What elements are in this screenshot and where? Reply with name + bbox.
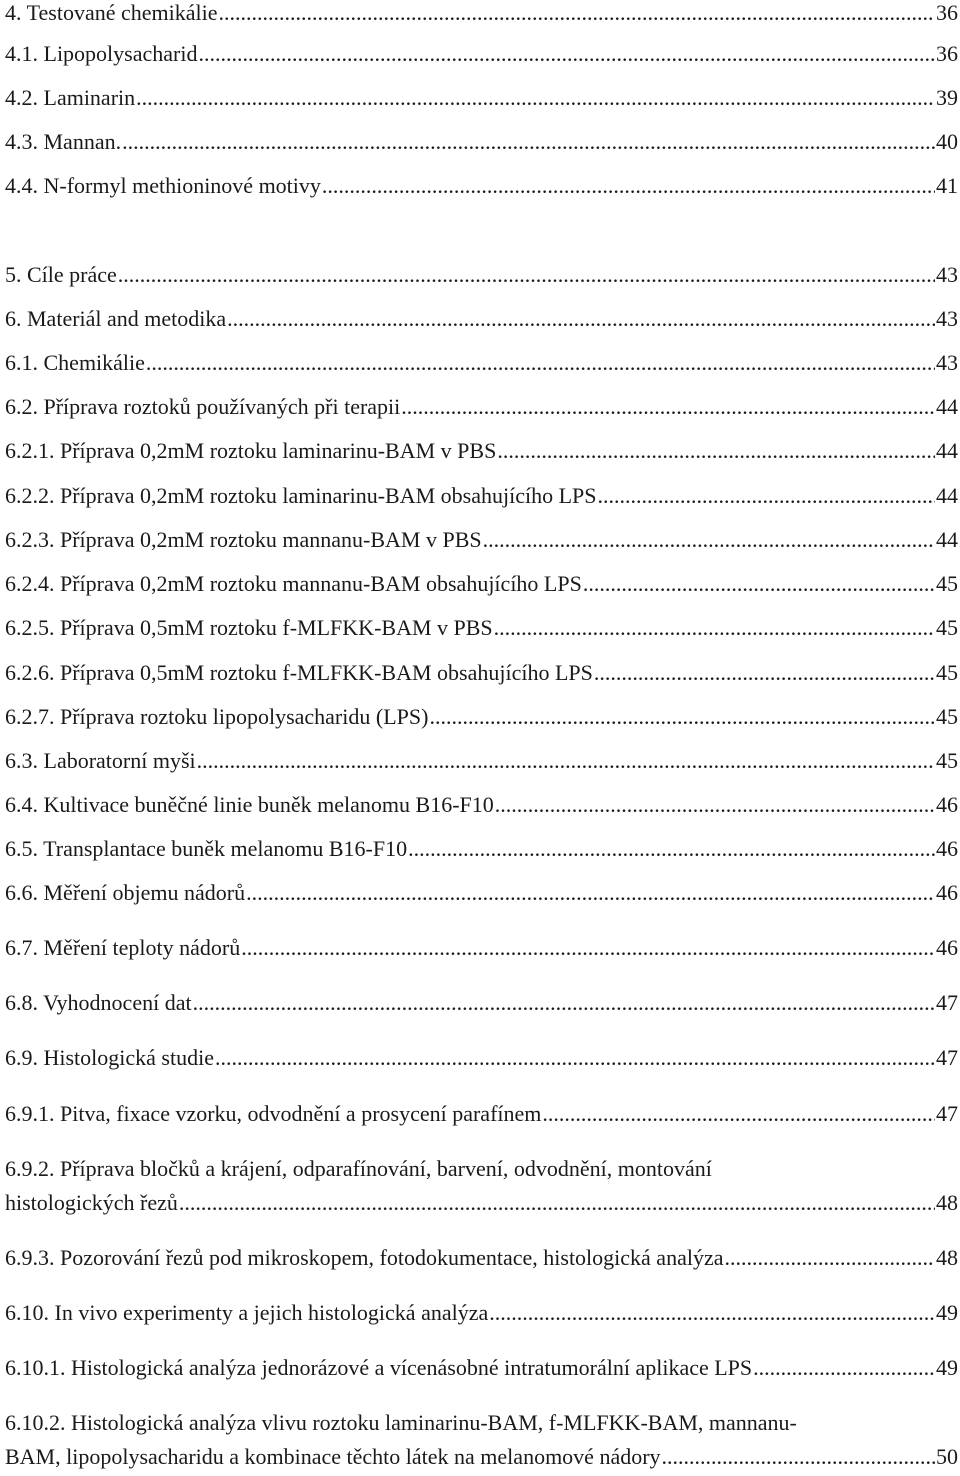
toc-entry-title: 6. Materiál and metodika [5, 306, 227, 331]
toc-entry-6-2-6[interactable] [5, 656, 958, 690]
toc-dot-leader [583, 567, 935, 601]
toc-entry-page: 36 [936, 0, 958, 25]
toc-entry-6[interactable] [5, 302, 958, 336]
toc-entry-page: 50 [936, 1444, 958, 1469]
toc-entry-page: 46 [936, 935, 958, 960]
toc-entry-title: 6.10. In vivo experimenty a jejich histologická analýza [5, 1300, 489, 1325]
toc-dot-leader [489, 1296, 935, 1330]
toc-entry-6-3[interactable] [5, 744, 958, 778]
toc-entry-6-10[interactable] [5, 1296, 958, 1330]
toc-entry-page: 45 [936, 615, 958, 640]
toc-dot-leader [598, 479, 936, 513]
toc-entry-title: 6.4. Kultivace buněčné linie buněk melanomu B16-F10 [5, 792, 494, 817]
toc-entry-page: 44 [936, 438, 958, 463]
toc-entry-6-5[interactable] [5, 832, 958, 866]
toc-entry-page: 45 [936, 748, 958, 773]
toc-entry-page: 49 [936, 1300, 958, 1325]
toc-entry-page: 47 [936, 990, 958, 1015]
toc-entry-title: 6.10.1. Histologická analýza jednorázové a vícenásobné intratumorální aplikace LPS [5, 1355, 753, 1380]
toc-entry-title: 6.2.7. Příprava roztoku lipopolysacharidu (LPS) [5, 704, 429, 729]
toc-entry-title: 4.1. Lipopolysacharid [5, 41, 198, 66]
toc-entry-page: 47 [936, 1101, 958, 1126]
toc-entry-title: 6.9. Histologická studie [5, 1045, 214, 1070]
toc-entry-title: 4.4. N-formyl methioninové motivy [5, 173, 321, 198]
toc-entry-4-3[interactable] [5, 125, 958, 159]
toc-entry-6-2-3[interactable] [5, 523, 958, 557]
toc-dot-leader [483, 523, 935, 557]
toc-entry-6-2-7[interactable] [5, 700, 958, 734]
toc-dot-leader [136, 81, 935, 115]
toc-dot-leader [497, 434, 935, 468]
toc-dot-leader [198, 37, 935, 71]
toc-entry-page: 43 [936, 262, 958, 287]
toc-entry-6-6[interactable] [5, 876, 958, 910]
toc-entry-6-8[interactable] [5, 986, 958, 1020]
toc-dot-leader [662, 1440, 935, 1474]
toc-dot-leader [429, 700, 935, 734]
toc-dot-leader [246, 876, 935, 910]
toc-entry-6-10-2-line1[interactable]: 6.10.2. Histologická analýza vlivu roztoku laminarinu-BAM, f-MLFKK-BAM, mannanu- [5, 1410, 797, 1435]
toc-entry-title: 6.6. Měření objemu nádorů [5, 880, 246, 905]
toc-dot-leader [179, 1186, 935, 1220]
toc-entry-page: 48 [936, 1245, 958, 1270]
toc-entry-page: 46 [936, 792, 958, 817]
toc-dot-leader [193, 986, 935, 1020]
toc-entry-6-2[interactable] [5, 390, 958, 424]
toc-entry-page: 44 [936, 394, 958, 419]
toc-entry-title: 6.1. Chemikálie [5, 350, 145, 375]
toc-entry-page: 43 [936, 306, 958, 331]
toc-entry-title: 6.3. Laboratorní myši [5, 748, 196, 773]
toc-entry-page: 48 [936, 1190, 958, 1215]
toc-entry-4-1[interactable] [5, 37, 958, 71]
toc-dot-leader [146, 346, 935, 380]
toc-dot-leader [218, 0, 935, 30]
toc-entry-page: 36 [936, 41, 958, 66]
toc-entry-title: 4.3. Mannan. [5, 129, 122, 154]
toc-entry-6-2-5[interactable] [5, 611, 958, 645]
toc-entry-page: 39 [936, 85, 958, 110]
toc-dot-leader [542, 1097, 935, 1131]
toc-entry-6-9-1[interactable] [5, 1097, 958, 1131]
toc-entry-title: 6.2.3. Příprava 0,2mM roztoku mannanu-BAM v PBS [5, 527, 482, 552]
toc-entry-title: 6.7. Měření teploty nádorů [5, 935, 241, 960]
toc-entry-4-2[interactable] [5, 81, 958, 115]
toc-entry-title: 6.2.6. Příprava 0,5mM roztoku f-MLFKK-BAM obsahujícího LPS [5, 660, 593, 685]
toc-entry-6-9-2[interactable] [5, 1186, 958, 1220]
toc-entry-title: 6.2.5. Příprava 0,5mM roztoku f-MLFKK-BAM v PBS [5, 615, 493, 640]
toc-entry-title: 4.2. Laminarin [5, 85, 136, 110]
toc-dot-leader [401, 390, 935, 424]
toc-entry-title: 6.2.4. Příprava 0,2mM roztoku mannanu-BAM obsahujícího LPS [5, 571, 582, 596]
toc-entry-title: histologických řezů [5, 1190, 178, 1215]
toc-entry-6-9[interactable] [5, 1041, 958, 1075]
toc-entry-page: 45 [936, 571, 958, 596]
toc-entry-page: 41 [936, 173, 958, 198]
toc-entry-page: 44 [936, 527, 958, 552]
toc-entry-6-1[interactable] [5, 346, 958, 380]
toc-entry-page: 40 [936, 129, 958, 154]
toc-entry-6-9-2-line1[interactable]: 6.9.2. Příprava bločků a krájení, odparafínování, barvení, odvodnění, montování [5, 1156, 712, 1181]
toc-dot-leader [724, 1241, 935, 1275]
toc-entry-6-9-3[interactable] [5, 1241, 958, 1275]
toc-entry-6-2-1[interactable] [5, 434, 958, 468]
toc-entry-title: 6.9.1. Pitva, fixace vzorku, odvodnění a prosycení parafínem [5, 1101, 542, 1126]
toc-entry-page: 43 [936, 350, 958, 375]
toc-entry-title: 5. Cíle práce [5, 262, 117, 287]
toc-entry-title: 6.2.1. Příprava 0,2mM roztoku laminarinu-BAM v PBS [5, 438, 497, 463]
toc-entry-6-10-1[interactable] [5, 1351, 958, 1385]
toc-dot-leader [118, 258, 935, 292]
toc-dot-leader [215, 1041, 935, 1075]
toc-entry-title: 4. Testované chemikálie [5, 0, 218, 25]
toc-entry-6-10-2[interactable] [5, 1440, 958, 1474]
toc-entry-5[interactable] [5, 258, 958, 292]
toc-entry-6-2-4[interactable] [5, 567, 958, 601]
toc-dot-leader [495, 788, 935, 822]
toc-entry-title: 6.5. Transplantace buněk melanomu B16-F10 [5, 836, 408, 861]
toc-entry-title: 6.9.3. Pozorování řezů pod mikroskopem, fotodokumentace, histologická analýza [5, 1245, 724, 1270]
toc-entry-6-7[interactable] [5, 931, 958, 965]
toc-entry-page: 45 [936, 704, 958, 729]
toc-entry-title: 6.2. Příprava roztoků používaných při terapii [5, 394, 401, 419]
toc-entry-page: 49 [936, 1355, 958, 1380]
toc-entry-page: 44 [936, 483, 958, 508]
toc-dot-leader [122, 125, 935, 159]
toc-dot-leader [322, 169, 935, 203]
toc-dot-leader [197, 744, 935, 778]
toc-dot-leader [594, 656, 935, 690]
toc-dot-leader [408, 832, 935, 866]
toc-entry-4-4[interactable] [5, 169, 958, 203]
toc-entry-page: 45 [936, 660, 958, 685]
toc-dot-leader [494, 611, 935, 645]
toc-dot-leader [227, 302, 935, 336]
toc-entry-page: 47 [936, 1045, 958, 1070]
toc-dot-leader [753, 1351, 935, 1385]
toc-dot-leader [241, 931, 935, 965]
toc-entry-title: 6.8. Vyhodnocení dat [5, 990, 192, 1015]
toc-entry-title: BAM, lipopolysacharidu a kombinace těchto látek na melanomové nádory [5, 1444, 661, 1469]
toc-entry-6-2-2[interactable] [5, 479, 958, 513]
toc-entry-6-4[interactable] [5, 788, 958, 822]
toc-entry-page: 46 [936, 880, 958, 905]
toc-entry-title: 6.2.2. Příprava 0,2mM roztoku laminarinu-BAM obsahujícího LPS [5, 483, 597, 508]
toc-entry-4[interactable] [5, 0, 958, 30]
toc-entry-page: 46 [936, 836, 958, 861]
